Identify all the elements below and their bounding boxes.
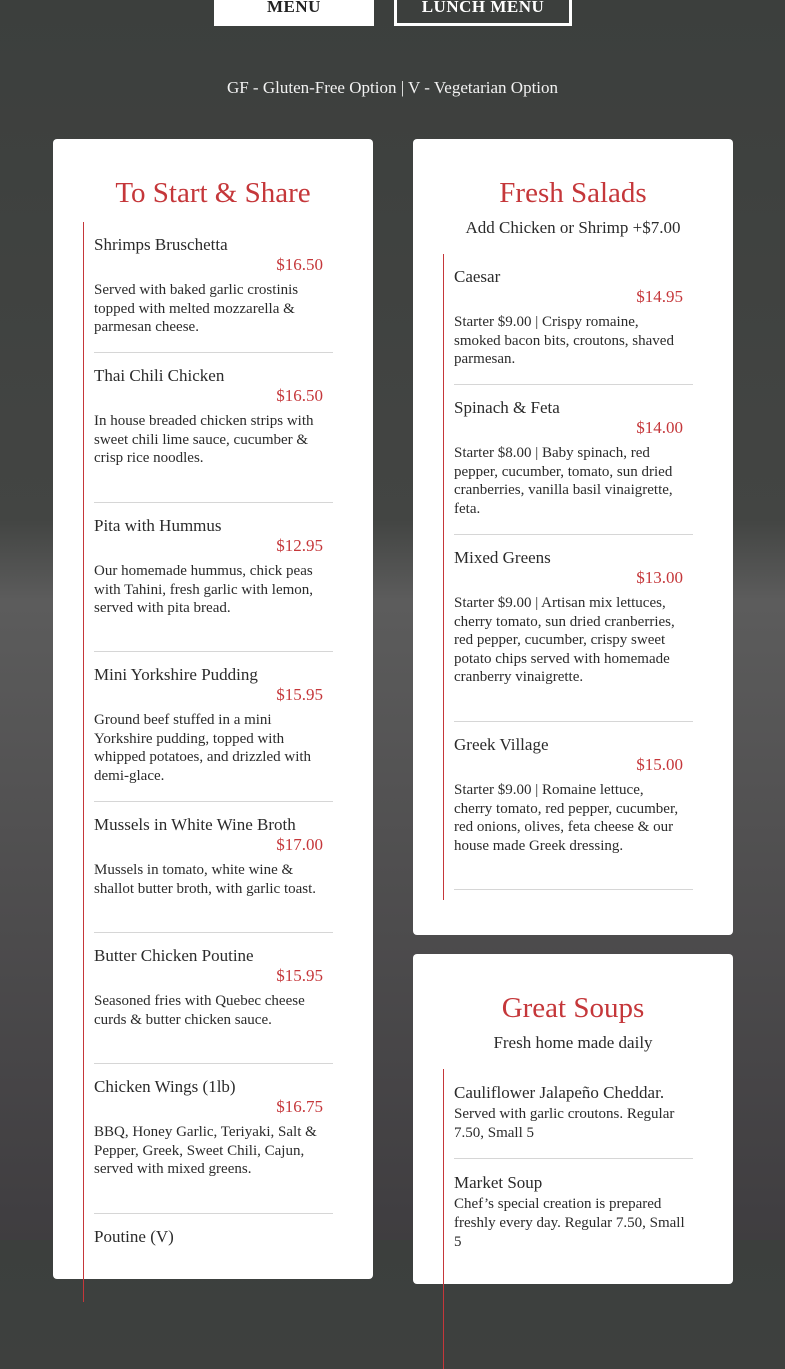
start-accent-line xyxy=(83,222,84,1302)
item-divider xyxy=(454,721,693,722)
menu-item xyxy=(94,946,333,1029)
item-description: Starter $9.00 | Artisan mix lettuces, cherry tomato, sun dried cranberries, red pepper, cucumber, crispy sweet potato chips served with homemade cranberry vinaigrette. xyxy=(454,595,675,686)
item-description: Our homemade hummus, chick peas with Tahini, fresh garlic with lemon, served with pita bread. xyxy=(94,563,314,617)
item-divider xyxy=(94,352,333,353)
item-description: Starter $9.00 | Romaine lettuce, cherry tomato, red pepper, cucumber, red onions, olives, feta cheese & our house made Greek dressing. xyxy=(454,782,679,854)
item-price: $14.95 xyxy=(636,287,683,306)
item-price: $12.95 xyxy=(276,536,323,555)
menu-item xyxy=(94,815,333,898)
item-description: Chef’s special creation is prepared freshly every day. Regular 7.50, Small 5 xyxy=(454,1196,685,1250)
item-name: Caesar xyxy=(454,267,501,286)
item-name: Butter Chicken Poutine xyxy=(94,946,254,965)
item-description: Starter $9.00 | Crispy romaine, smoked bacon bits, croutons, shaved parmesan. xyxy=(454,314,674,368)
item-price: $14.00 xyxy=(636,418,683,437)
item-description: Served with baked garlic crostinis topped with melted mozzarella & parmesan cheese. xyxy=(94,282,299,336)
item-price: $17.00 xyxy=(276,835,323,854)
item-name: Pita with Hummus xyxy=(94,516,222,535)
menu-item xyxy=(94,1227,333,1247)
item-divider xyxy=(94,1213,333,1214)
item-price: $16.50 xyxy=(276,255,323,274)
item-divider xyxy=(454,534,693,535)
menu-tabs xyxy=(0,0,785,28)
item-price: $15.95 xyxy=(276,966,323,985)
menu-item xyxy=(94,1077,333,1179)
menu-item xyxy=(94,366,333,468)
item-name: Market Soup xyxy=(454,1173,543,1192)
item-description: BBQ, Honey Garlic, Teriyaki, Salt & Pepper, Greek, Sweet Chili, Cajun, served with mixed greens. xyxy=(94,1124,317,1178)
start-share-card xyxy=(53,139,373,1279)
soups-subtitle: Fresh home made daily xyxy=(493,1033,653,1052)
menu-item xyxy=(454,1083,693,1143)
item-description: Seasoned fries with Quebec cheese curds & butter chicken sauce. xyxy=(94,993,305,1028)
item-name: Chicken Wings (1lb) xyxy=(94,1077,236,1096)
salads-subtitle: Add Chicken or Shrimp +$7.00 xyxy=(465,218,681,237)
menu-item xyxy=(94,516,333,618)
start-share-title: To Start & Share xyxy=(115,177,311,209)
item-name: Shrimps Bruschetta xyxy=(94,235,228,254)
item-description: Served with garlic croutons. Regular 7.50, Small 5 xyxy=(454,1106,675,1141)
item-divider xyxy=(94,651,333,652)
menu-item xyxy=(454,1173,693,1252)
fresh-salads-title: Fresh Salads xyxy=(499,177,647,209)
item-price: $16.50 xyxy=(276,386,323,405)
item-name: Greek Village xyxy=(454,735,549,754)
item-description: Ground beef stuffed in a mini Yorkshire pudding, topped with whipped potatoes, and drizzled with demi-glace. xyxy=(94,712,312,784)
tab-lunch-menu[interactable]: LUNCH MENU xyxy=(394,0,572,26)
great-soups-title: Great Soups xyxy=(501,992,645,1024)
item-description: Starter $8.00 | Baby spinach, red pepper, cucumber, tomato, sun dried cranberries, vanilla basil vinaigrette, feta. xyxy=(454,445,673,517)
soups-accent-line xyxy=(443,1069,444,1369)
item-description: In house breaded chicken strips with sweet chili lime sauce, cucumber & crisp rice noodles. xyxy=(94,413,314,467)
item-name: Mussels in White Wine Broth xyxy=(94,815,296,834)
tab-menu[interactable]: MENU xyxy=(214,0,374,26)
menu-item xyxy=(94,665,333,785)
menu-item xyxy=(454,267,693,369)
item-name: Thai Chili Chicken xyxy=(94,366,225,385)
item-name: Spinach & Feta xyxy=(454,398,560,417)
item-price: $16.75 xyxy=(276,1097,323,1116)
item-price: $15.00 xyxy=(636,755,683,774)
item-price: $13.00 xyxy=(636,568,683,587)
item-divider xyxy=(454,1158,693,1159)
item-divider xyxy=(94,932,333,933)
menu-item xyxy=(454,735,693,855)
salads-accent-line xyxy=(443,254,444,900)
item-divider xyxy=(94,1063,333,1064)
item-name: Mixed Greens xyxy=(454,548,551,567)
item-divider xyxy=(454,889,693,890)
menu-item xyxy=(94,235,333,337)
dietary-legend: GF - Gluten-Free Option | V - Vegetarian Option xyxy=(226,78,559,97)
item-name: Poutine (V) xyxy=(94,1227,174,1246)
item-divider xyxy=(94,502,333,503)
great-soups-card xyxy=(413,954,733,1284)
fresh-salads-card xyxy=(413,139,733,935)
item-name: Cauliflower Jalapeño Cheddar. xyxy=(454,1083,665,1102)
item-name: Mini Yorkshire Pudding xyxy=(94,665,258,684)
menu-item xyxy=(454,548,693,687)
item-price: $15.95 xyxy=(276,685,323,704)
item-divider xyxy=(94,801,333,802)
menu-item xyxy=(454,398,693,518)
item-description: Mussels in tomato, white wine & shallot butter broth, with garlic toast. xyxy=(94,862,317,897)
item-divider xyxy=(454,384,693,385)
